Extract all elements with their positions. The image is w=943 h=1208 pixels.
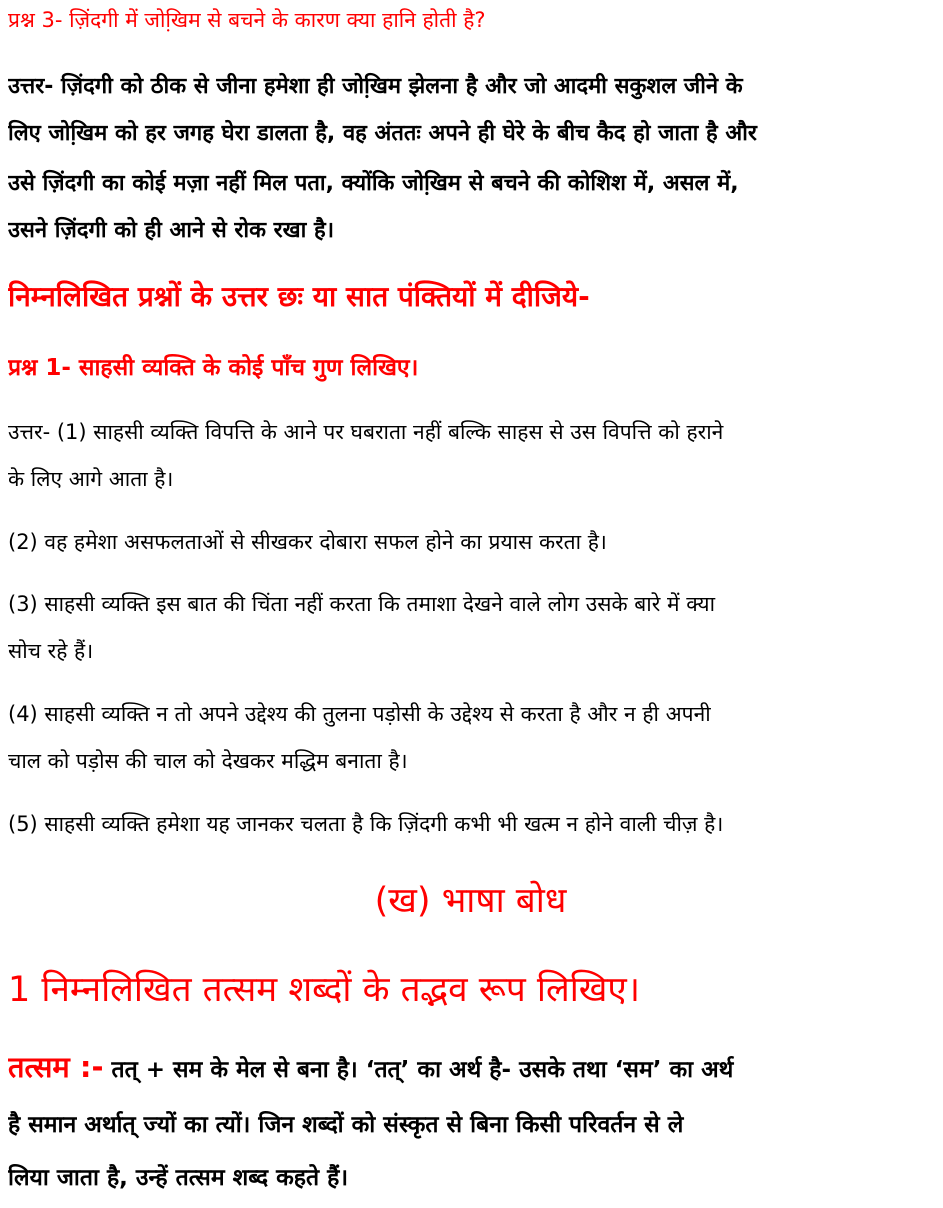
answer-3-line-1: उत्तर- ज़िंदगी को ठीक से जीना हमेशा ही जोखि़म झेलना है और जो आदमी सकुशल जीने के [8,74,743,99]
answer-1-point-1-line-1: उत्तर- (1) साहसी व्यक्ति विपत्ति के आने पर घबराता नहीं बल्कि साहस से उस विपत्ति को हराने [8,420,724,444]
definition-line-1 [8,1047,933,1086]
answer-3-line-3: उसे ज़िंदगी का कोई मज़ा नहीं मिल पता, क्योंकि जोखि़म से बचने की कोशिश में, असल में, [8,171,739,196]
answer-1-point-2: (2) वह हमेशा असफलताओं से सीखकर दोबारा सफल होने का प्रयास करता है। [8,530,607,554]
answer-1-point-4-line-2: चाल को पड़ोस की चाल को देखकर मद्धिम बनाता है। [8,749,408,773]
answer-1-point-5: (5) साहसी व्यक्ति हमेशा यह जानकर चलता है कि ज़िंदगी कभी भी खत्म न होने वाली चीज़ है। [8,812,724,836]
answer-3-line-2: लिए जोखि़म को हर जगह घेरा डालता है, वह अंततः अपने ही घेरे के बीच कैद हो जाता है और [8,121,757,146]
question-1-title: प्रश्न 1- साहसी व्यक्ति के कोई पाँच गुण लिखिए। [8,355,419,381]
answer-1-point-3-line-1: (3) साहसी व्यक्ति इस बात की चिंता नहीं करता कि तमाशा देखने वाले लोग उसके बारे में क्या [8,592,716,616]
definition-line-3: लिया जाता है, उन्हें तत्सम शब्द कहते हैं। [8,1165,349,1191]
definition-line-1-text: तत् + सम के मेल से बना है। ‘तत्’ का अर्थ है- उसके तथा ‘सम’ का अर्थ [103,1057,734,1083]
answer-1-point-1-line-2: के लिए आगे आता है। [8,467,174,491]
answer-1-point-3-line-2: सोच रहे हैं। [8,639,94,663]
answer-3-line-4: उसने ज़िंदगी को ही आने से रोक रखा है। [8,218,335,243]
answer-1-point-4-line-1: (4) साहसी व्यक्ति न तो अपने उद्देश्य की तुलना पड़ोसी के उद्देश्य से करता है और न ही अपनी [8,702,711,726]
section-heading: निम्नलिखित प्रश्नों के उत्तर छः या सात पंक्तियों में दीजिये- [8,280,590,313]
question-3-title: प्रश्न 3- ज़िंदगी में जोखि़म से बचने के कारण क्या हानि होती है? [8,8,486,32]
definition-line-2: है समान अर्थात् ज्यों का त्यों। जिन शब्दों को संस्कृत से बिना किसी परिवर्तन से ले [8,1112,684,1138]
definition-term: तत्सम :- [8,1050,104,1084]
exercise-1-title: 1 निम्नलिखित तत्सम शब्दों के तद्भव रूप लिखिए। [8,970,641,1010]
part-heading: (ख) भाषा बोध [374,881,567,921]
